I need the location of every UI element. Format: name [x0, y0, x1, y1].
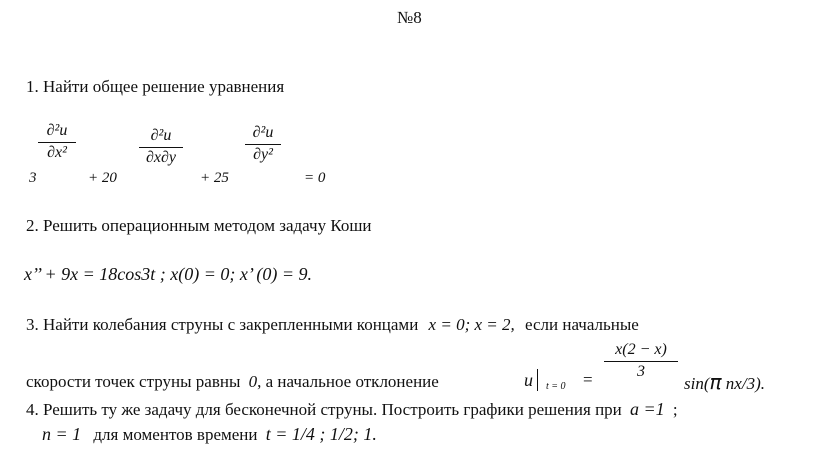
- task-3-text-3: , а начальное отклонение: [257, 372, 439, 391]
- task-4-text-2: для моментов времени: [93, 425, 258, 444]
- task-1-text: 1. Найти общее решение уравнения: [26, 77, 285, 96]
- evaluation-bar: [537, 369, 538, 391]
- equals-zero: = 0: [304, 170, 326, 186]
- evaluation-condition: t = 0: [546, 381, 566, 392]
- task-3-text-2: скорости точек струны равны: [26, 372, 241, 391]
- u-symbol: u: [524, 370, 533, 390]
- fraction-denominator: ∂y²: [253, 146, 273, 163]
- fraction-initial-deflection: [604, 341, 678, 381]
- time-moments: t = 1/4 ; 1/2; 1.: [265, 424, 377, 444]
- task-2-text: 2. Решить операционным методом задачу Коши: [26, 216, 372, 235]
- task-3-line-2: [26, 372, 439, 392]
- task-4-text: 4. Решить ту же задачу для бесконечной струны. Построить графики решения при: [26, 400, 622, 419]
- fraction-denominator: ∂x∂y: [145, 149, 176, 166]
- task-4-semicolon: ;: [672, 400, 678, 419]
- task-4-line-1: [26, 399, 678, 420]
- coef-3: 3: [29, 170, 37, 186]
- task-3-text-tail: если начальные: [525, 315, 639, 334]
- fraction-d2u-dxdy: [139, 127, 183, 167]
- fraction-denominator: 3: [637, 363, 645, 380]
- fraction-numerator: ∂²u: [252, 124, 274, 141]
- task-2-equation: x’’ + 9x = 18cos3t ; x(0) = 0; x’ (0) = 9.: [24, 264, 312, 284]
- fraction-denominator: ∂x²: [47, 144, 67, 161]
- sine-start: sin(: [684, 374, 710, 393]
- task-4-line-2: [42, 424, 377, 445]
- task-3-line-1: [26, 315, 639, 335]
- problem-number: №8: [397, 8, 422, 27]
- fraction-numerator: x(2 − x): [615, 341, 667, 358]
- fraction-d2u-dx2: [38, 122, 76, 162]
- sine-term: [684, 370, 765, 394]
- equals-sign: =: [583, 370, 593, 389]
- parameter-n: n = 1: [42, 424, 82, 444]
- fraction-numerator: ∂²u: [46, 122, 68, 139]
- coef-25: + 25: [200, 170, 229, 186]
- sine-end: nx/3).: [721, 374, 765, 393]
- zero-value: 0: [248, 372, 258, 391]
- task-3-text: 3. Найти колебания струны с закрепленными концами: [26, 315, 419, 334]
- task-3-boundary: x = 0; x = 2,: [428, 315, 515, 334]
- parameter-a: a =1: [630, 399, 665, 419]
- fraction-numerator: ∂²u: [150, 127, 172, 144]
- coef-20: + 20: [88, 170, 117, 186]
- fraction-d2u-dy2: [245, 124, 281, 164]
- pi-symbol: π: [709, 370, 722, 394]
